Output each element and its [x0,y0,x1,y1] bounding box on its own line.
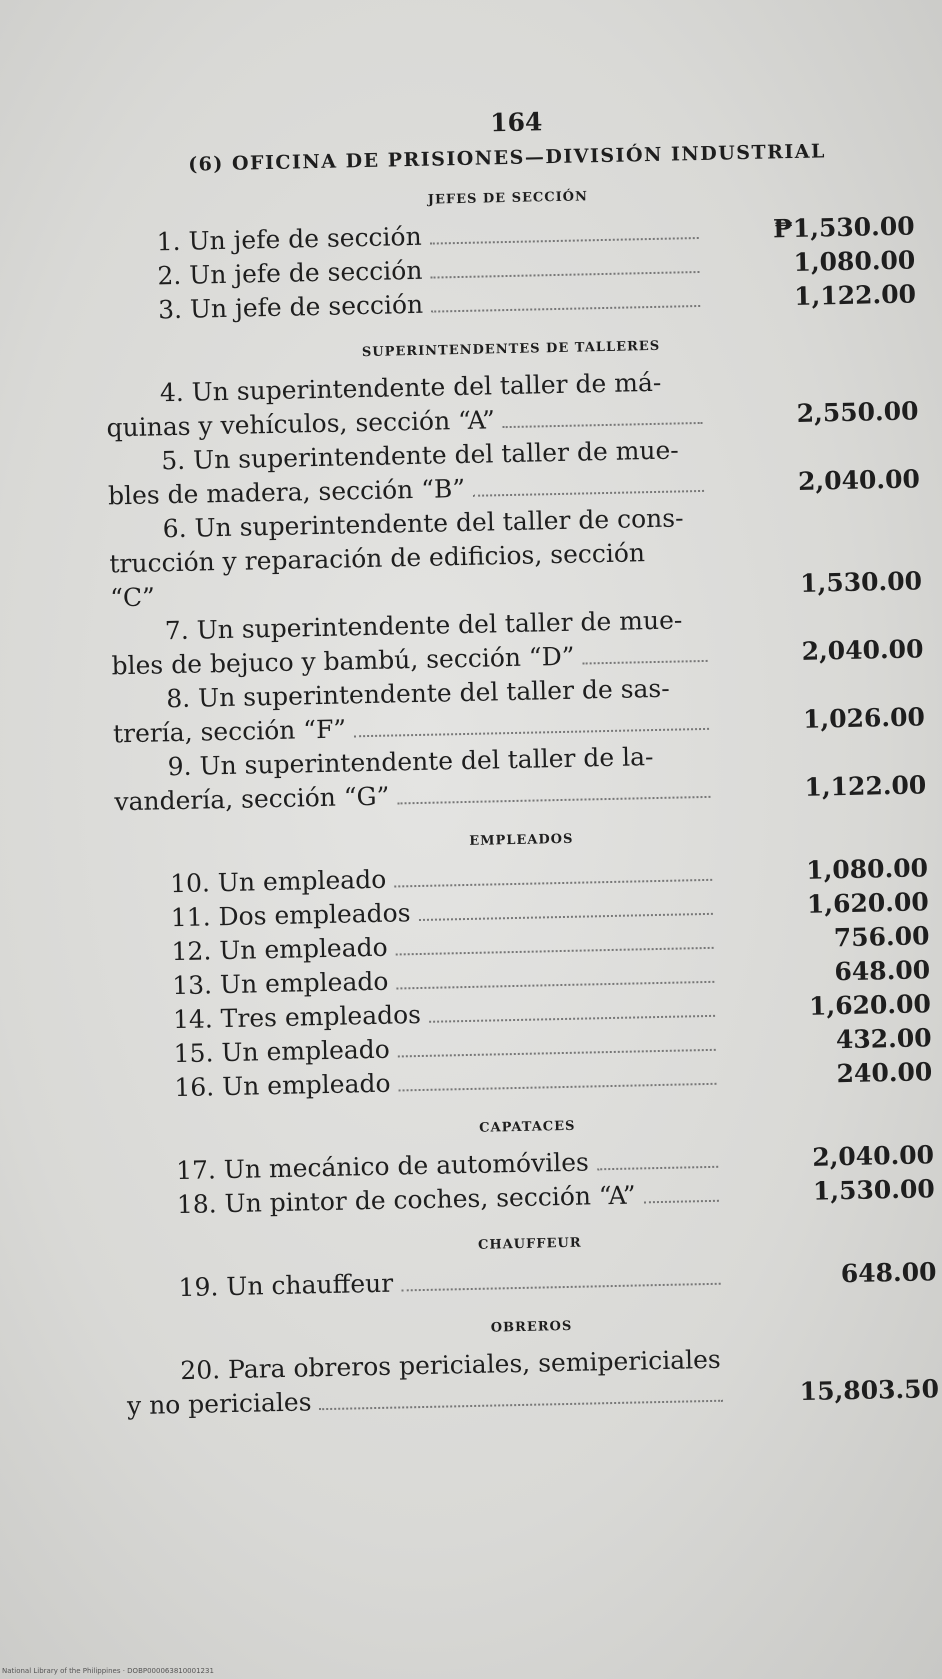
line-item [108,496,922,615]
item-amount: 2,550.00 [796,396,919,428]
section-heading: OBREROS [490,1318,573,1336]
item-text: 13. Un empleado [172,966,389,1001]
section-heading: SUPERINTENDENTES DE TALLERES [361,338,661,361]
dot-leader [398,1060,716,1092]
item-description [112,671,713,752]
item-amount: 1,530.00 [799,566,923,598]
item-description [124,1260,725,1307]
item-text-line2: bles de bejuco y bambú, sección “D” [111,641,575,681]
item-text: 14. Tres empleados [172,999,422,1035]
page-content [100,99,939,1423]
item-text-line1: 9. Un superintendente del taller de la- [167,742,654,782]
line-item [126,1338,939,1423]
item-text: 16. Un empleado [174,1068,391,1103]
item-text: 2. Un jefe de sección [157,255,423,291]
item-description [108,501,710,616]
item-text-line2: trucción y reparación de edificios, sección “C” [109,538,646,613]
item-text: 12. Un empleado [171,932,388,967]
footer-note: National Library of the Philippines · DOBP000063810001231 [2,1667,214,1675]
sections-container [102,182,939,1423]
item-amount: 648.00 [834,955,931,987]
page-title: (6) OFICINA DE PRISIONES—DIVISIÓN INDUSTRIAL [187,140,827,176]
dot-leader [429,992,715,1023]
item-text: 18. Un pintor de coches, sección “A” [176,1180,636,1220]
item-amount: 15,803.50 [799,1374,940,1407]
dot-leader [394,856,712,888]
dot-leader [396,958,714,990]
item-amount: 2,040.00 [811,1140,935,1172]
item-text-wrap [124,1260,725,1307]
item-amount: 648.00 [840,1257,937,1289]
item-text: 15. Un empleado [173,1034,391,1069]
item-text-line2: vandería, sección “G” [114,781,390,817]
dot-leader [430,248,699,279]
item-text-line1: 20. Para obreros periciales, semipericiales [180,1344,722,1386]
dot-leader [502,399,702,428]
item-amount: 1,530.00 [812,1174,936,1206]
item-text-line2: bles de madera, sección “B” [107,473,466,511]
item-description [106,365,707,446]
section-heading: CAPATACES [479,1118,576,1136]
item-text: 17. Un mecánico de automóviles [175,1147,590,1186]
item-description [113,739,714,820]
item-amount: 240.00 [836,1057,933,1089]
item-description [107,433,708,514]
item-text-line2: quinas y vehículos, sección “A” [106,405,496,443]
item-amount: 1,620.00 [808,989,932,1021]
item-text-line2-wrap [109,535,710,616]
dot-leader [596,1143,718,1171]
item-amount: 1,122.00 [804,770,927,802]
item-text: 3. Un jefe de sección [157,289,424,325]
dot-leader [395,924,713,956]
section-heading: CHAUFFEUR [477,1235,582,1253]
item-amount: 2,040.00 [797,464,921,496]
dot-leader [418,890,713,921]
item-text: 1. Un jefe de sección [156,221,422,257]
dot-leader [397,1026,715,1058]
item-text: 10. Un empleado [169,864,387,899]
dot-leader [582,637,708,665]
item-amount: 1,080.00 [805,853,929,885]
item-text-line1: 5. Un superintendente del taller de mue- [161,435,680,476]
dot-leader [473,467,704,497]
item-amount: 1,080.00 [793,245,916,278]
page-number: 164 [489,107,543,138]
dot-leader [429,214,698,245]
item-text-line1: 7. Un superintendente del taller de mue- [164,605,683,646]
item-amount: ₱1,530.00 [772,211,915,244]
line-item [124,1255,937,1306]
dot-leader [397,773,711,805]
item-amount: 1,122.00 [793,279,917,312]
dot-leader [705,535,706,594]
item-amount: 1,620.00 [806,887,930,919]
item-amount: 1,026.00 [802,702,926,734]
item-amount: 2,040.00 [801,634,924,666]
dot-leader [643,1177,719,1204]
item-description [111,603,712,684]
item-text-line2: trería, sección “F” [112,714,347,749]
item-amount: 756.00 [833,921,930,953]
section-heading: EMPLEADOS [469,831,574,849]
item-amount: 432.00 [835,1023,932,1055]
item-text-line2: y no periciales [126,1387,312,1421]
item-text: 11. Dos empleados [170,898,411,933]
dot-leader [431,282,700,313]
item-text-line1: 6. Un superintendente del taller de cons- [162,503,684,544]
item-text-line1: 8. Un superintendente del taller de sas- [165,673,670,714]
item-description [126,1343,727,1424]
section-heading: JEFES DE SECCIÓN [427,189,589,208]
dot-leader [401,1260,721,1292]
item-text-line1: 4. Un superintendente del taller de má- [159,367,662,408]
item-text: 19. Un chauffeur [178,1268,394,1303]
